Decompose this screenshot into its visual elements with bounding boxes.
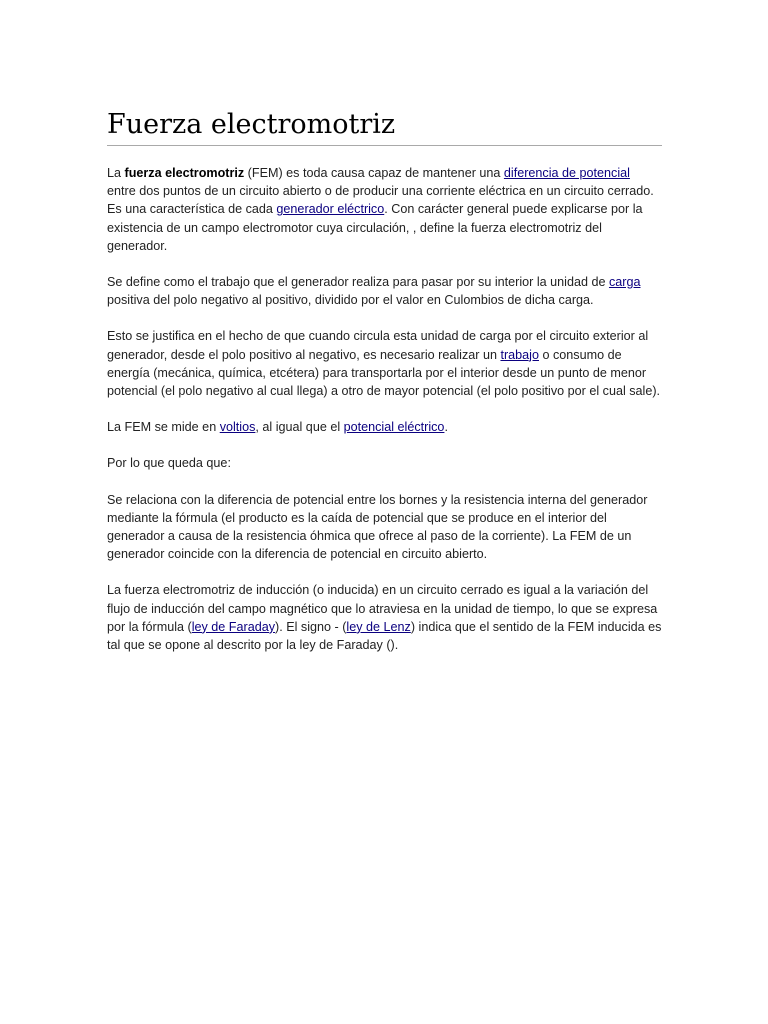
article-body — [107, 164, 662, 654]
link-generador-electrico[interactable]: generador eléctrico — [276, 202, 385, 217]
paragraph-conclusion — [107, 454, 662, 472]
text: . Con carácter general puede explicarse por la existencia de un campo electromotor cuya circulación, , define la fuerza electromotriz del generador. — [107, 202, 643, 253]
link-ley-de-lenz[interactable]: ley de Lenz — [346, 619, 411, 634]
text: (FEM) es toda causa capaz de mantener una — [244, 166, 504, 180]
paragraph-justification — [107, 327, 662, 400]
text: o consumo de energía (mecánica, química, etcétera) para transportarla por el interior desde un punto de menor potencial (el polo negativo al cual llega) a otro de mayor potencial (el polo positivo por el cual sale). — [107, 347, 661, 399]
paragraph-definition — [107, 273, 662, 309]
text: La — [107, 166, 125, 180]
paragraph-relation — [107, 491, 662, 564]
text: positiva del polo negativo al positivo, dividido por el valor en Culombios de dicha carga. — [107, 293, 594, 308]
text: Se relaciona con la diferencia de potencial entre los bornes y la resistencia interna del generador mediante la fórmula (el producto es la caída de potencial que se produce en el interior del generador a causa de la resistencia óhmica que ofrece al paso de la corriente). La FEM de un generador coincide con la diferencia de potencial en circuito abierto. — [107, 492, 648, 562]
link-carga[interactable]: carga — [608, 275, 641, 290]
link-diferencia-de-potencial[interactable]: diferencia de potencial — [503, 166, 630, 180]
paragraph-intro — [107, 164, 662, 255]
text: La fuerza electromotriz de inducción (o inducida) en un circuito cerrado es igual a la variación del flujo de inducción del campo magnético que lo atraviesa en la unidad de tiempo, lo que se expresa por la fórmula ( — [107, 583, 658, 634]
paragraph-induction — [107, 581, 662, 654]
text: . — [444, 420, 448, 435]
bold-term: fuerza electromotriz — [124, 166, 245, 180]
link-ley-de-faraday[interactable]: ley de Faraday — [191, 619, 276, 634]
text: La FEM se mide en — [107, 420, 220, 435]
text: Esto se justifica en el hecho de que cuando circula esta unidad de carga por el circuito exterior al generador, desde el polo positivo al negativo, es necesario realizar un — [107, 329, 649, 362]
text: , al igual que el — [255, 420, 344, 435]
article — [107, 108, 662, 672]
link-voltios[interactable]: voltios — [219, 420, 256, 435]
text: ) indica que el sentido de la FEM inducida es tal que se opone al descrito por la ley de Faraday (). — [107, 619, 662, 653]
text: Se define como el trabajo que el generador realiza para pasar por su interior la unidad de — [107, 275, 609, 290]
page-title: Fuerza electromotriz — [107, 108, 662, 146]
link-trabajo[interactable]: trabajo — [500, 347, 539, 362]
text: Por lo que queda que: — [107, 456, 231, 471]
text: ). El signo - ( — [275, 619, 347, 634]
text: entre dos puntos de un circuito abierto o de producir una corriente eléctrica en un circuito cerrado. Es una característica de cada — [107, 184, 654, 217]
paragraph-units — [107, 418, 662, 436]
link-potencial-electrico[interactable]: potencial eléctrico — [343, 420, 445, 435]
